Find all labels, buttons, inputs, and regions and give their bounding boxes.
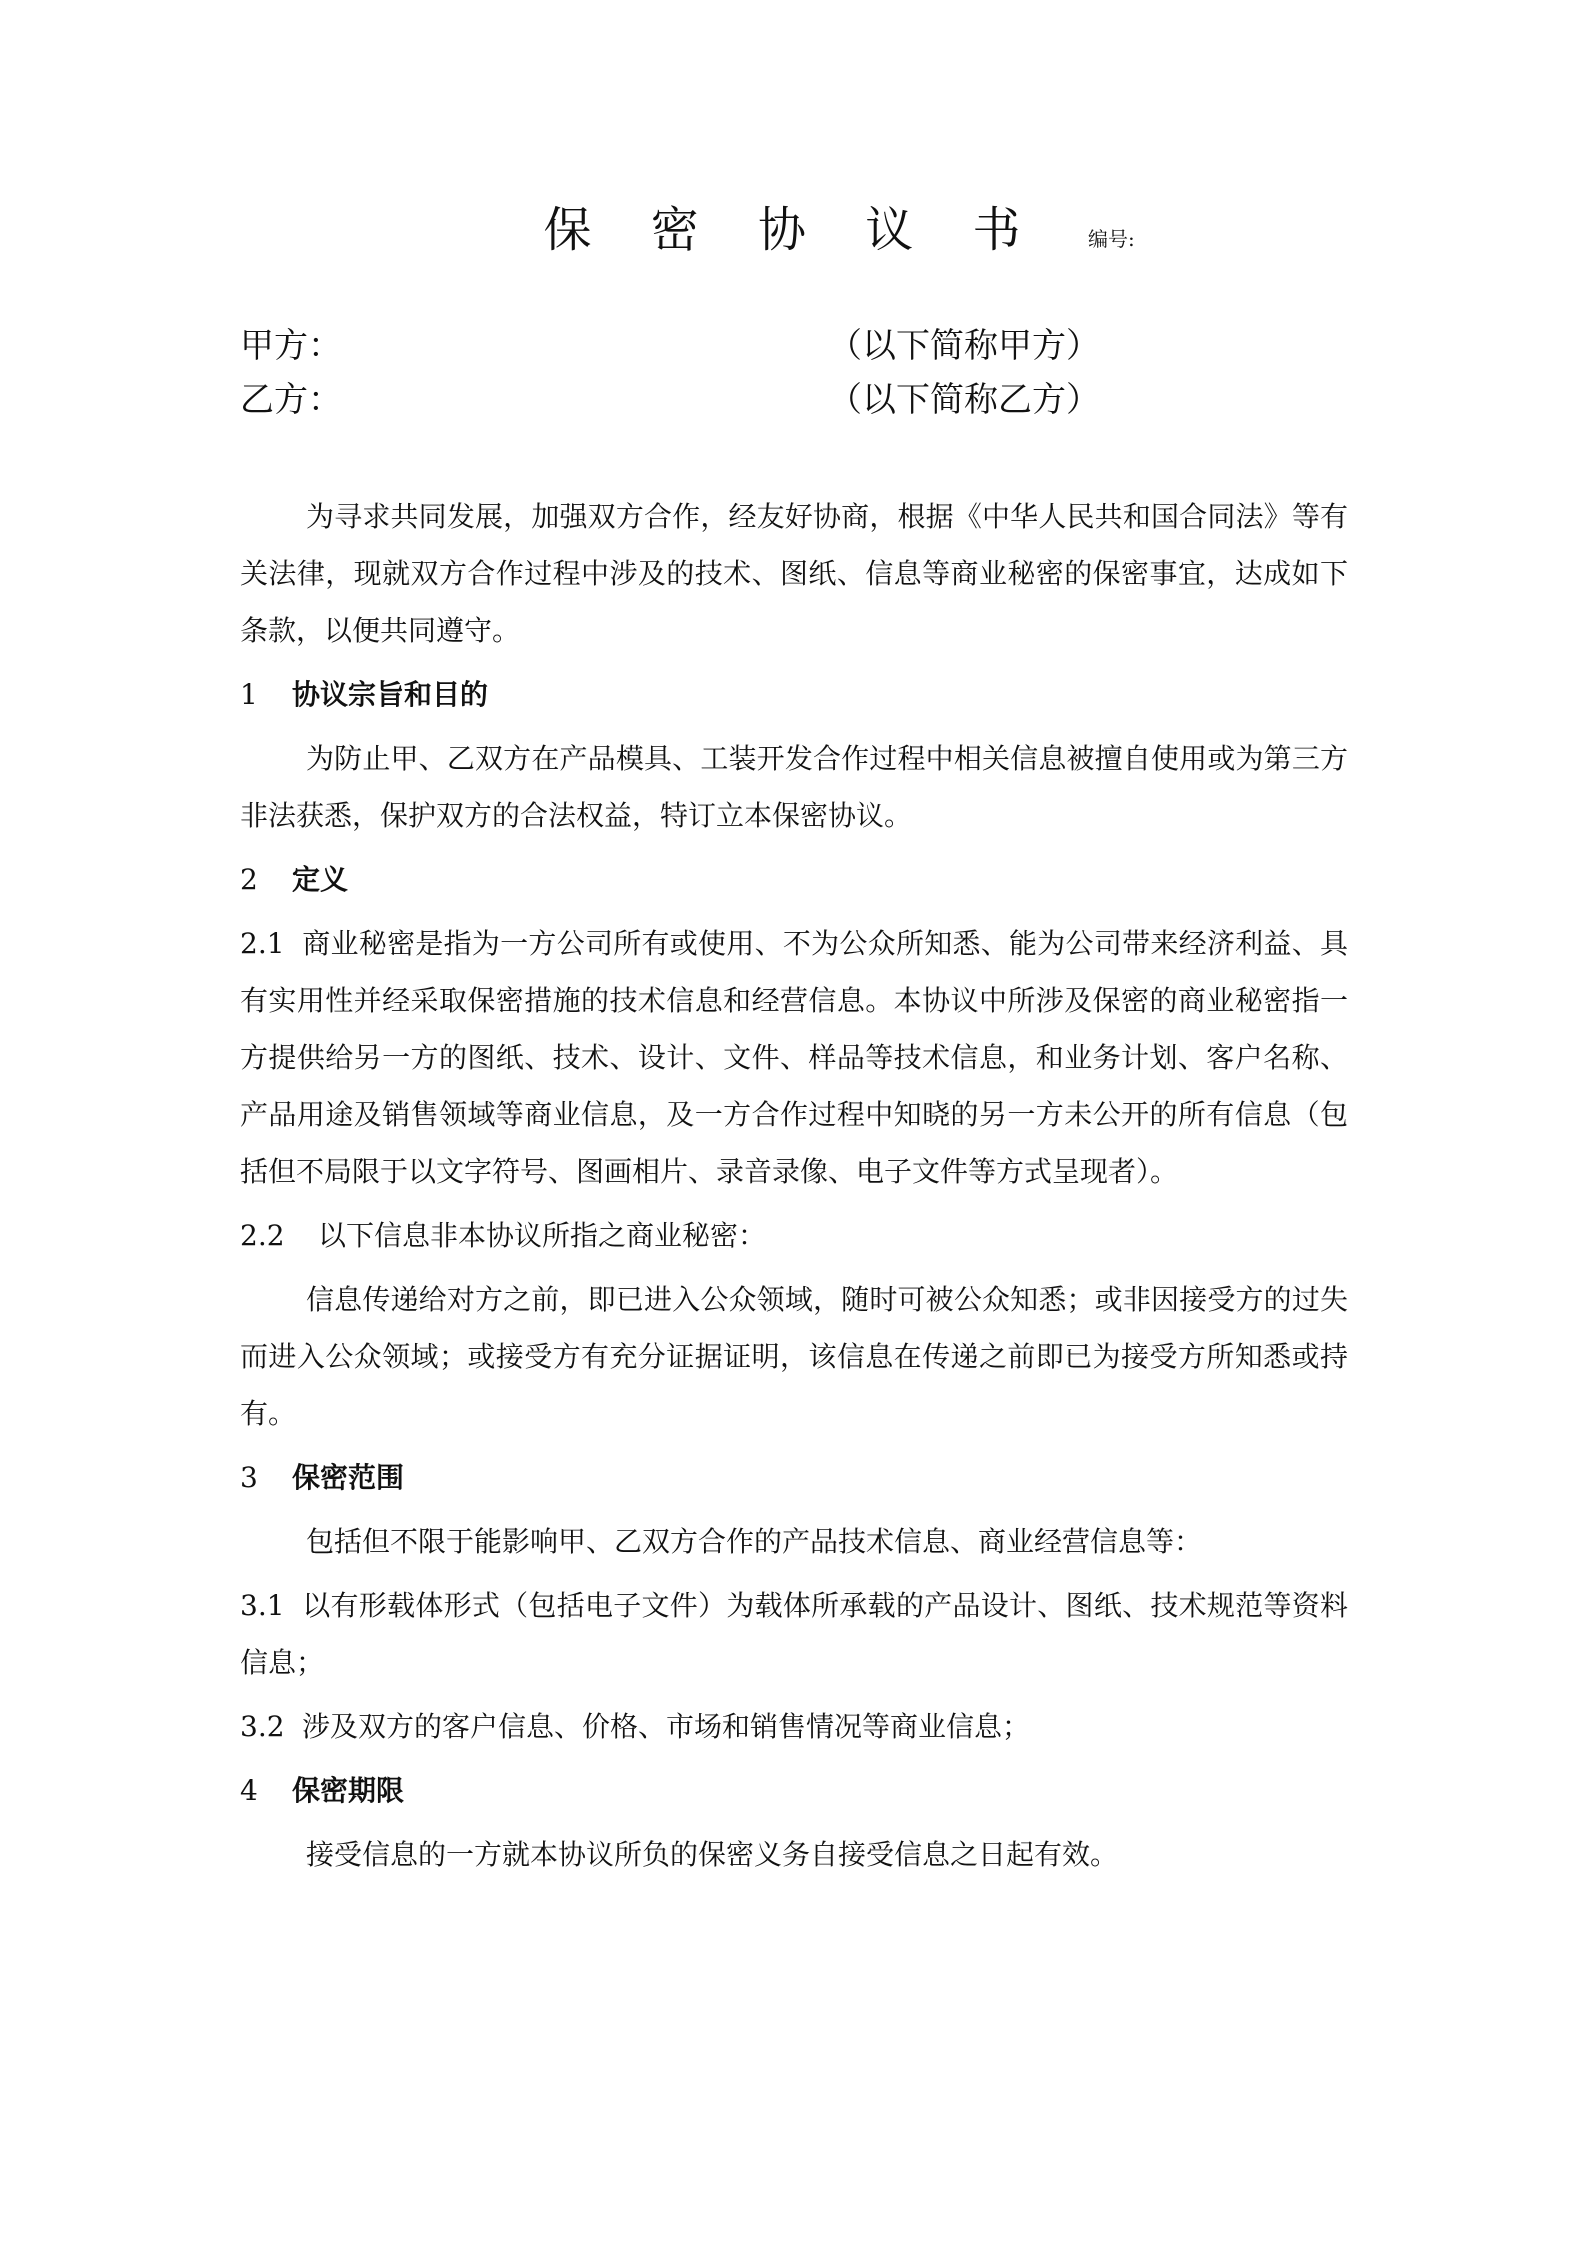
section-2-1-paragraph: [240, 915, 1348, 1200]
section-3-1-paragraph: [240, 1577, 1348, 1691]
section-2-2-body: 信息传递给对方之前，即已进入公众领域，随时可被公众知悉；或非因接受方的过失而进入公众领域；或接受方有充分证据证明，该信息在传递之前即已为接受方所知悉或持有。: [240, 1283, 1348, 1430]
section-3-intro: 包括但不限于能影响甲、乙双方合作的产品技术信息、商业经营信息等：: [306, 1525, 1203, 1558]
section-3-title: 保密范围: [292, 1461, 405, 1494]
party-b-note: （以下简称乙方）: [828, 380, 1100, 420]
section-4-heading: [240, 1762, 1348, 1819]
section-3-2-number: 3.2: [240, 1710, 285, 1743]
section-2-2-paragraph: [240, 1207, 1348, 1264]
section-2-heading: [240, 851, 1348, 908]
section-3-number: 3: [240, 1461, 258, 1494]
section-3-2-paragraph: [240, 1698, 1348, 1755]
section-4-number: 4: [240, 1774, 258, 1807]
section-2-2-text: 以下信息非本协议所指之商业秘密：: [318, 1219, 767, 1252]
section-4-body: 接受信息的一方就本协议所负的保密义务自接受信息之日起有效。: [306, 1838, 1119, 1871]
section-3-heading: [240, 1449, 1348, 1506]
preamble-paragraph: 为寻求共同发展，加强双方合作，经友好协商，根据《中华人民共和国合同法》等有关法律，现就双方合作过程中涉及的技术、图纸、信息等商业秘密的保密事宜，达成如下条款，以便共同遵守。: [240, 500, 1348, 647]
section-1-number: 1: [240, 678, 258, 711]
section-1-heading: [240, 666, 1348, 723]
party-a-label: 甲方：: [240, 326, 342, 366]
section-3-1-text: 以有形载体形式（包括电子文件）为载体所承载的产品设计、图纸、技术规范等资料信息；: [240, 1589, 1348, 1679]
section-3-2-text: 涉及双方的客户信息、价格、市场和销售情况等商业信息；: [302, 1710, 1031, 1743]
party-b-label: 乙方：: [240, 380, 342, 420]
section-1-title: 协议宗旨和目的: [292, 678, 489, 711]
section-2-number: 2: [240, 863, 258, 896]
section-2-title: 定义: [292, 863, 349, 896]
section-4-title: 保密期限: [292, 1774, 405, 1807]
document-body: [240, 488, 1348, 1890]
section-2-1-text: 商业秘密是指为一方公司所有或使用、不为公众所知悉、能为公司带来经济利益、具有实用性并经采取保密措施的技术信息和经营信息。本协议中所涉及保密的商业秘密指一方提供给另一方的图纸、技术、设计、文件、样品等技术信息，和业务计划、客户名称、产品用途及销售领域等商业信息，及一方合作过程中知晓的另一方未公开的所有信息（包括但不局限于以文字符号、图画相片、录音录像、电子文件等方式呈现者）。: [240, 927, 1348, 1188]
section-2-2-number: 2.2: [240, 1219, 285, 1252]
section-3-1-number: 3.1: [240, 1589, 285, 1622]
party-a-note: （以下简称甲方）: [828, 326, 1100, 366]
document-number-label: 编号:: [1088, 227, 1135, 251]
section-2-1-number: 2.1: [240, 927, 285, 960]
section-1-body: 为防止甲、乙双方在产品模具、工装开发合作过程中相关信息被擅自使用或为第三方非法获悉，保护双方的合法权益，特订立本保密协议。: [240, 742, 1348, 832]
document-title: 保 密 协 议 书: [543, 202, 1043, 258]
